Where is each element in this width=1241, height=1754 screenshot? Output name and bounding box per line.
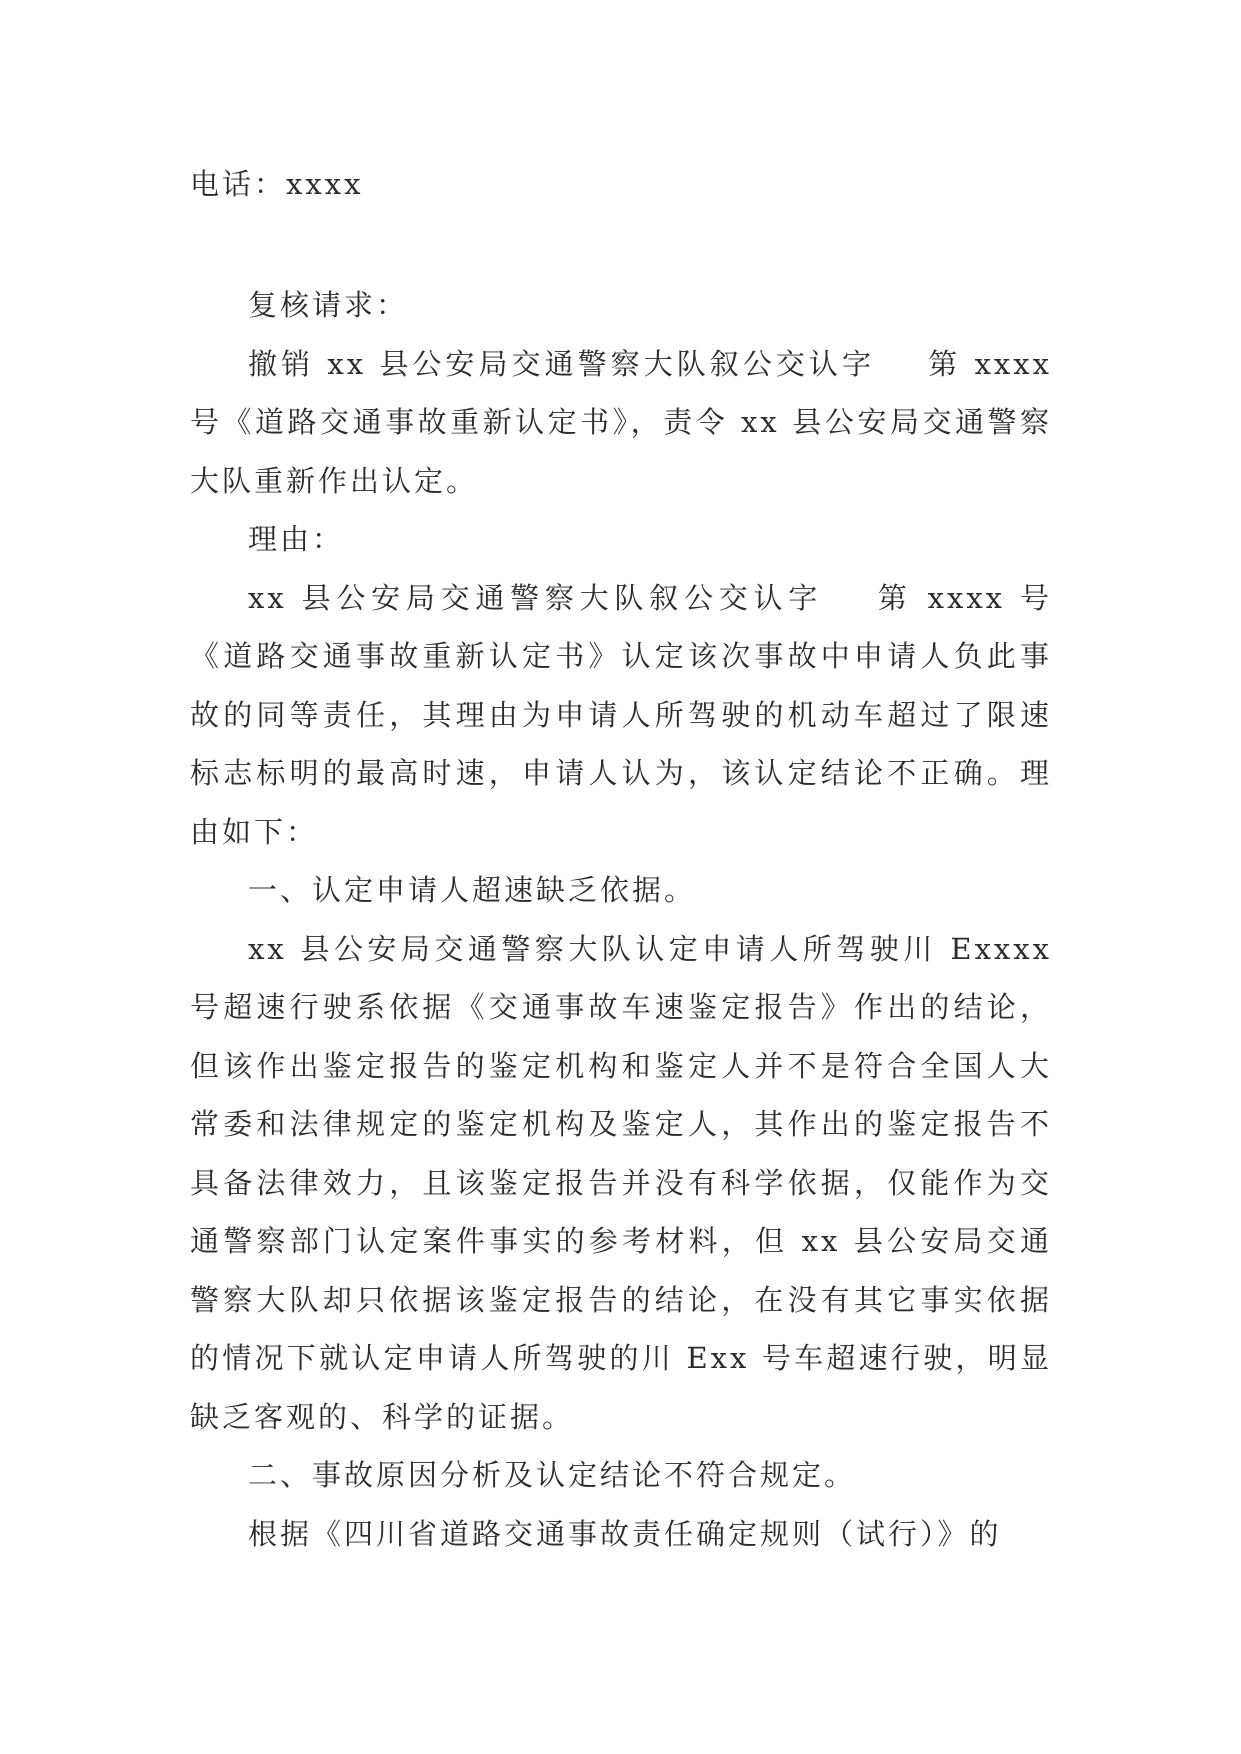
reason-paragraph [190, 569, 1052, 862]
phone-line [190, 162, 1052, 203]
reason-part1: xx 县公安局交通警察大队叙公交认字 [248, 580, 823, 615]
review-request-heading: 复核请求： [248, 288, 409, 322]
document-body [190, 276, 1052, 1563]
review-request-paragraph [190, 335, 1052, 511]
point1-heading: 一、认定申请人超速缺乏依据。 [248, 873, 697, 907]
point2-heading: 二、事故原因分析及认定结论不符合规定。 [248, 1458, 857, 1492]
review-request-part1: 撤销 xx 县公安局交通警察大队叙公交认字 [248, 346, 876, 381]
reason-part2: 第 xxxx 号《道路交通事故重新认定书》认定该次事故中申请人负此事故的同等责任，其理由为申请人所驾驶的机动车超过了限速标志标明的最高时速，申请人认为，该认定结论不正确。理由如下： [190, 580, 1053, 849]
point2-paragraph: 根据《四川省道路交通事故责任确定规则（试行）》的 [248, 1516, 1002, 1551]
reason-heading: 理由： [248, 522, 345, 556]
point1-paragraph: xx 县公安局交通警察大队认定申请人所驾驶川 Exxxx 号超速行驶系依据《交通事故车速鉴定报告》作出的结论，但该作出鉴定报告的鉴定机构和鉴定人并不是符合全国人大常委和法律规定的鉴定机构及鉴定人，其作出的鉴定报告不具备法律效力，且该鉴定报告并没有科学依据，仅能作为交通警察部门认定案件事实的参考材料，但 xx 县公安局交通警察大队却只依据该鉴定报告的结论，在没有其它事实依据的情况下就认定申请人所驾驶的川 Exx 号车超速行驶，明显缺乏客观的、科学的证据。 [190, 931, 1052, 1434]
review-request-part2: 第 xxxx 号《道路交通事故重新认定书》，责令 xx 县公安局交通警察大队重新作出认定。 [190, 346, 1052, 498]
phone-text: 电话：xxxx [190, 167, 364, 201]
